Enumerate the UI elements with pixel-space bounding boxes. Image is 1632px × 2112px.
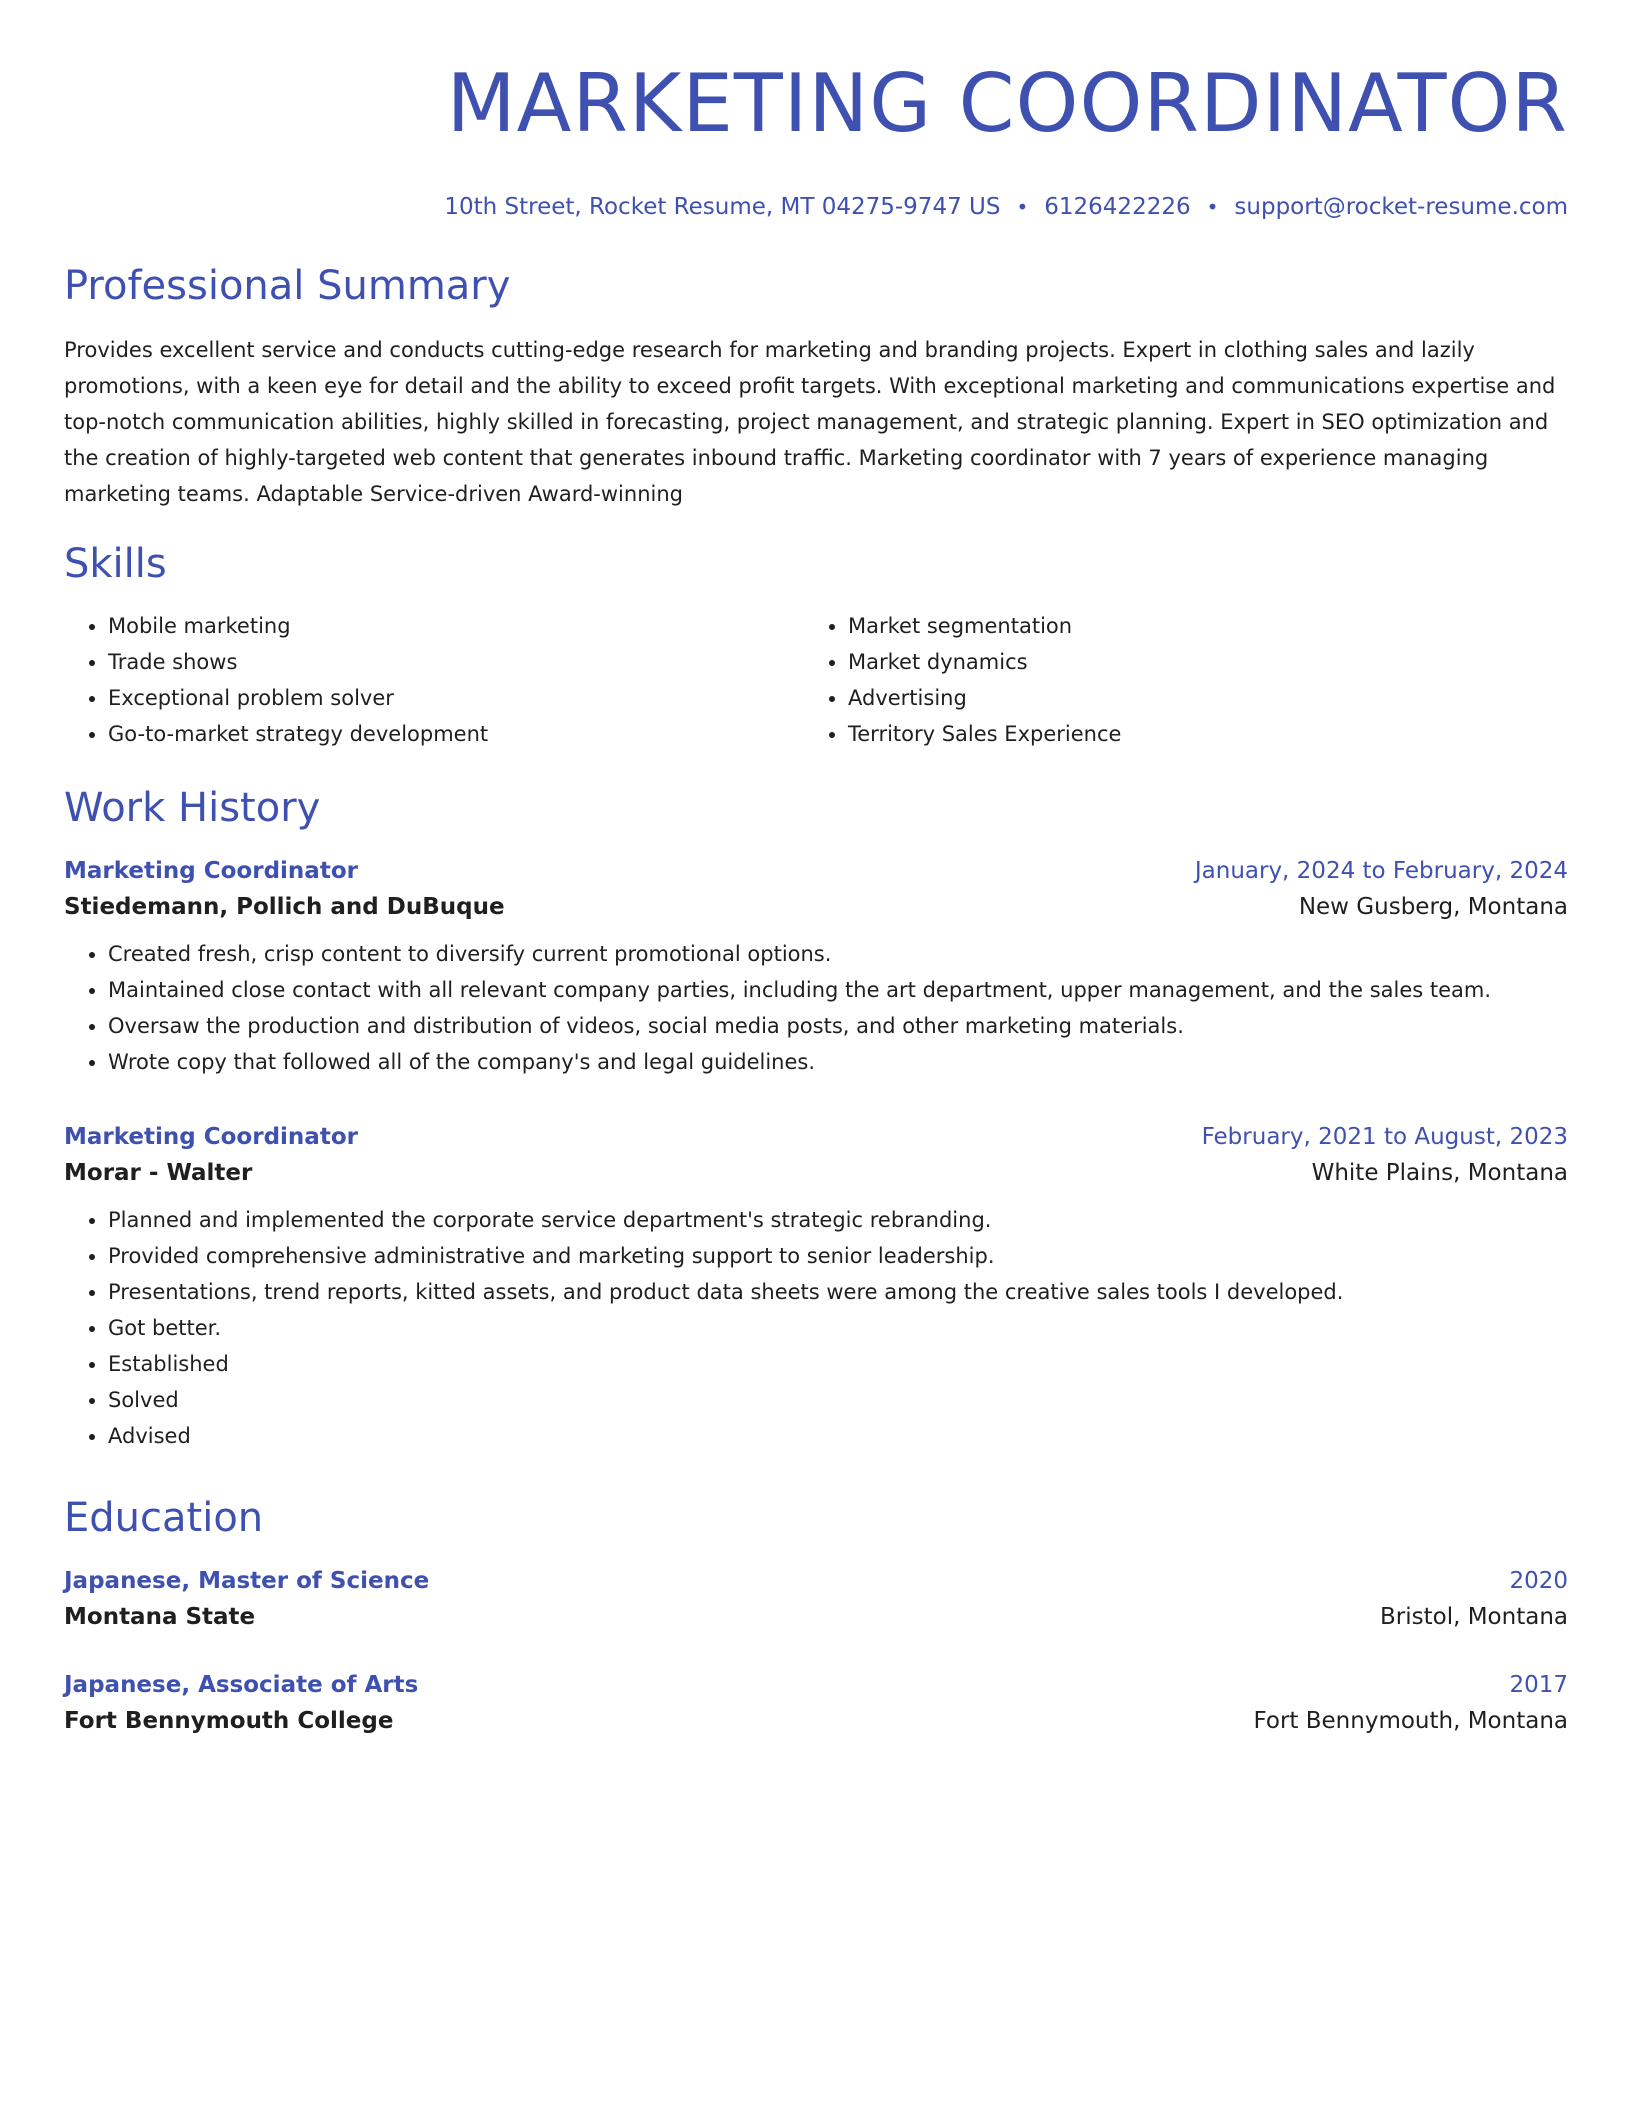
contact-line bbox=[64, 192, 1568, 222]
education-heading: Education bbox=[64, 1495, 264, 1541]
contact-phone[interactable]: 6126422226 bbox=[1044, 194, 1191, 220]
job-dates: February, 2021 to August, 2023 bbox=[1201, 1124, 1568, 1150]
contact-address: 10th Street, Rocket Resume, MT 04275-9747 US bbox=[444, 194, 1001, 220]
job-company: Stiedemann, Pollich and DuBuque bbox=[64, 894, 505, 920]
job-entry bbox=[64, 854, 1568, 1080]
skills-heading: Skills bbox=[64, 541, 167, 587]
resume-header bbox=[64, 56, 1568, 222]
job-bullet: • Got better. bbox=[108, 1310, 1568, 1346]
job-bullet: • Presentations, trend reports, kitted assets, and product data sheets were among the creative sales tools I developed. bbox=[108, 1274, 1568, 1310]
skill-item: • Mobile marketing bbox=[108, 608, 804, 644]
education-location: Bristol, Montana bbox=[1380, 1604, 1568, 1630]
education-header-row bbox=[64, 1668, 1568, 1702]
job-location: New Gusberg, Montana bbox=[1298, 894, 1568, 920]
skill-item: • Trade shows bbox=[108, 644, 804, 680]
education-location: Fort Bennymouth, Montana bbox=[1253, 1708, 1568, 1734]
job-header-row bbox=[64, 854, 1568, 888]
skill-item: • Go-to-market strategy development bbox=[108, 716, 804, 752]
job-bullet: • Advised bbox=[108, 1418, 1568, 1454]
skills-column-left bbox=[64, 608, 804, 752]
job-bullet: • Wrote copy that followed all of the company's and legal guidelines. bbox=[108, 1044, 1568, 1080]
skill-item: • Territory Sales Experience bbox=[848, 716, 1544, 752]
job-bullet: • Planned and implemented the corporate service department's strategic rebranding. bbox=[108, 1202, 1568, 1238]
resume-name: MARKETING COORDINATOR bbox=[446, 57, 1568, 150]
skill-item: • Market segmentation bbox=[848, 608, 1544, 644]
job-entry bbox=[64, 1120, 1568, 1454]
education-school-row bbox=[64, 1598, 1568, 1636]
education-school: Montana State bbox=[64, 1604, 256, 1630]
skill-item: • Exceptional problem solver bbox=[108, 680, 804, 716]
job-bullet: • Maintained close contact with all relevant company parties, including the art department, upper management, and the sales team. bbox=[108, 972, 1568, 1008]
summary-heading: Professional Summary bbox=[64, 263, 511, 309]
job-company-row bbox=[64, 1154, 1568, 1192]
contact-separator: • bbox=[1016, 195, 1029, 219]
education-year: 2020 bbox=[1509, 1568, 1568, 1594]
job-bullets bbox=[64, 1202, 1568, 1454]
job-location: White Plains, Montana bbox=[1311, 1160, 1568, 1186]
job-dates: January, 2024 to February, 2024 bbox=[1194, 858, 1568, 884]
job-bullet: • Established bbox=[108, 1346, 1568, 1382]
job-bullet: • Provided comprehensive administrative and marketing support to senior leadership. bbox=[108, 1238, 1568, 1274]
work-history-heading: Work History bbox=[64, 785, 321, 831]
education-school-row bbox=[64, 1702, 1568, 1740]
job-company-row bbox=[64, 888, 1568, 926]
skill-item: • Market dynamics bbox=[848, 644, 1544, 680]
contact-separator: • bbox=[1206, 195, 1219, 219]
summary-text: Provides excellent service and conducts cutting-edge research for marketing and branding projects. Expert in clothing sales and lazily promotions, with a keen eye for detail and the ability to exceed profit targets. With exceptional marketing and communications expertise and top-notch communication abilities, highly skilled in forecasting, project management, and strategic planning. Expert in SEO optimization and the creation of highly-targeted web content that generates inbound traffic. Marketing coordinator with 7 years of experience managing marketing teams. Adaptable Service-driven Award-winning bbox=[64, 338, 1556, 506]
education-entry bbox=[64, 1564, 1568, 1636]
job-bullet: • Oversaw the production and distribution of videos, social media posts, and other marketing materials. bbox=[108, 1008, 1568, 1044]
job-company: Morar - Walter bbox=[64, 1160, 253, 1186]
job-title: Marketing Coordinator bbox=[64, 858, 358, 884]
contact-email[interactable]: support@rocket-resume.com bbox=[1234, 194, 1568, 220]
skills-column-right bbox=[804, 608, 1544, 752]
skill-item: • Advertising bbox=[848, 680, 1544, 716]
job-bullet: • Created fresh, crisp content to diversify current promotional options. bbox=[108, 936, 1568, 972]
job-title: Marketing Coordinator bbox=[64, 1124, 358, 1150]
education-degree: Japanese, Master of Science bbox=[64, 1568, 430, 1594]
skills-list bbox=[64, 608, 1568, 752]
education-year: 2017 bbox=[1509, 1672, 1568, 1698]
education-header-row bbox=[64, 1564, 1568, 1598]
education-school: Fort Bennymouth College bbox=[64, 1708, 394, 1734]
education-degree: Japanese, Associate of Arts bbox=[64, 1672, 419, 1698]
job-bullets bbox=[64, 936, 1568, 1080]
education-entry bbox=[64, 1668, 1568, 1740]
job-header-row bbox=[64, 1120, 1568, 1154]
job-bullet: • Solved bbox=[108, 1382, 1568, 1418]
